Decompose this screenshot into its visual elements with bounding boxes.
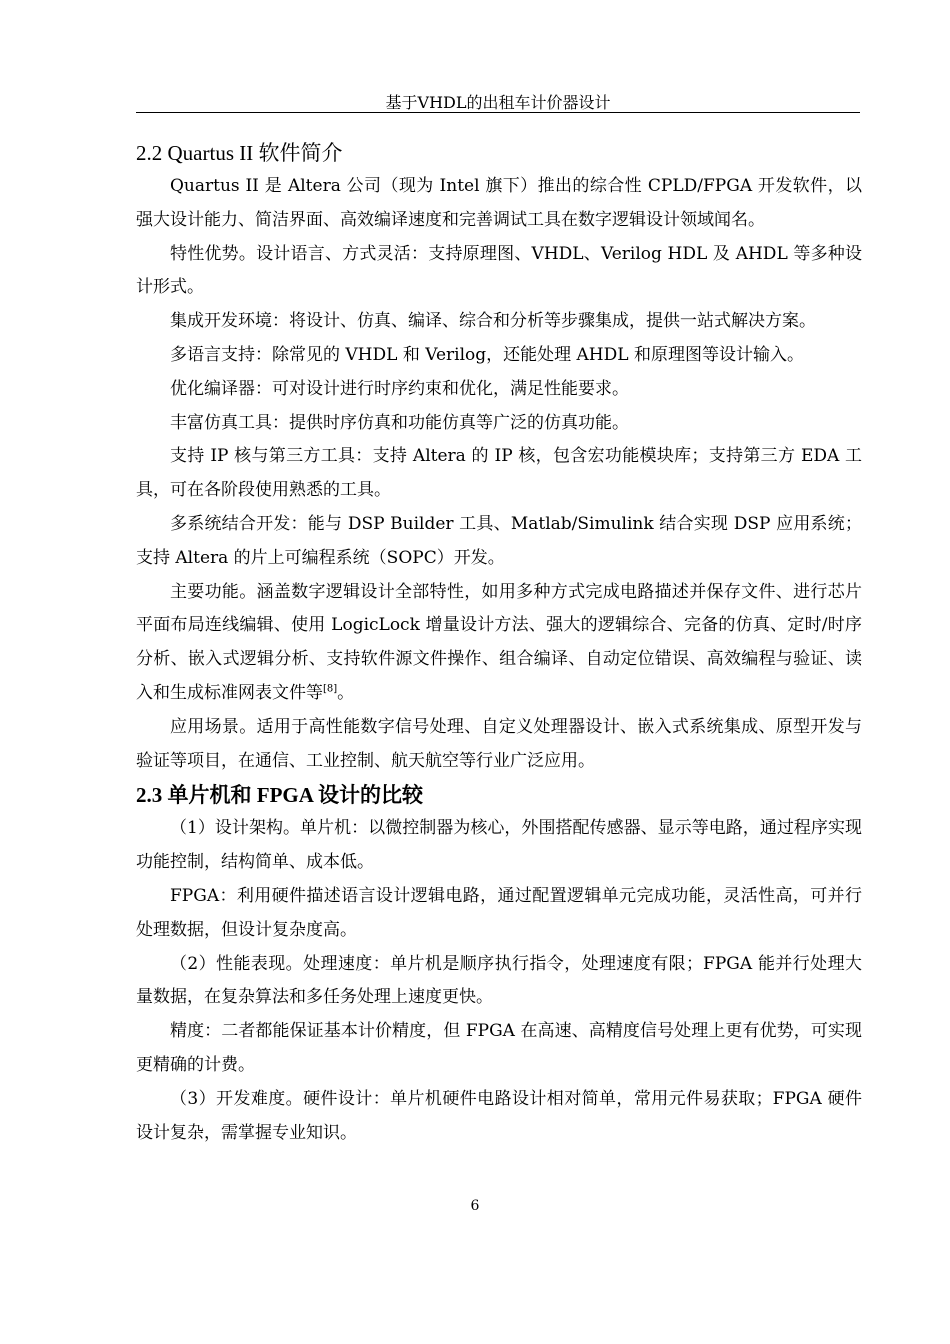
paragraph: （2）性能表现。处理速度：单片机是顺序执行指令，处理速度有限；FPGA 能并行处理大量数据，在复杂算法和多任务处理上速度更快。 <box>136 953 862 1008</box>
citation-mark: [8] <box>323 683 338 695</box>
page-body <box>136 136 862 1150</box>
paragraph: 集成开发环境：将设计、仿真、编译、综合和分析等步骤集成，提供一站式解决方案。 <box>170 311 816 332</box>
header-rule <box>136 112 860 113</box>
paragraph: 支持 IP 核与第三方工具：支持 Altera 的 IP 核，包含宏功能模块库；支持第三方 EDA 工具，可在各阶段使用熟悉的工具。 <box>136 446 862 501</box>
sentence-end: 。 <box>337 682 355 703</box>
running-header: 基于VHDL的出租车计价器设计 <box>385 93 611 112</box>
paragraph: 多系统结合开发：能与 DSP Builder 工具、Matlab/Simulink 结合实现 DSP 应用系统；支持 Altera 的片上可编程系统（SOPC）开发。 <box>136 513 862 568</box>
main-function-text: 主要功能。涵盖数字逻辑设计全部特性，如用多种方式完成电路描述并保存文件、进行芯片平面布局连线编辑、使用 LogicLock 增量设计方法、强大的逻辑综合、完备的仿真、定时/时序分析、嵌入式逻辑分析、支持软件源文件操作、组合编译、自动定位错误、高效编程与验证、读入和生成标准网表文件等 <box>136 581 862 703</box>
section-heading-2-2: 2.2 Quartus II 软件简介 <box>136 141 343 165</box>
paragraph: （3）开发难度。硬件设计：单片机硬件电路设计相对简单，常用元件易获取；FPGA 硬件设计复杂，需掌握专业知识。 <box>136 1088 862 1143</box>
paragraph: 丰富仿真工具：提供时序仿真和功能仿真等广泛的仿真功能。 <box>170 412 629 433</box>
paragraph-main-function <box>136 576 862 711</box>
paragraph: 多语言支持：除常见的 VHDL 和 Verilog，还能处理 AHDL 和原理图等设计输入。 <box>170 344 804 365</box>
paragraph: （1）设计架构。单片机：以微控制器为核心，外围搭配传感器、显示等电路，通过程序实现功能控制，结构简单、成本低。 <box>136 818 862 873</box>
page-number: 6 <box>470 1198 480 1214</box>
section-heading-2-3: 2.3 单片机和 FPGA 设计的比较 <box>136 783 423 808</box>
paragraph: 优化编译器：可对设计进行时序约束和优化，满足性能要求。 <box>170 378 629 399</box>
paragraph: 特性优势。设计语言、方式灵活：支持原理图、VHDL、Verilog HDL 及 AHDL 等多种设计形式。 <box>136 243 862 298</box>
paragraph: FPGA：利用硬件描述语言设计逻辑电路，通过配置逻辑单元完成功能，灵活性高，可并行处理数据，但设计复杂度高。 <box>136 885 862 940</box>
paragraph: 应用场景。适用于高性能数字信号处理、自定义处理器设计、嵌入式系统集成、原型开发与验证等项目，在通信、工业控制、航天航空等行业广泛应用。 <box>136 716 862 771</box>
paragraph: Quartus II 是 Altera 公司（现为 Intel 旗下）推出的综合性 CPLD/FPGA 开发软件，以强大设计能力、简洁界面、高效编译速度和完善调试工具在数字逻辑设计领域闻名。 <box>136 176 862 230</box>
paragraph: 精度：二者都能保证基本计价精度，但 FPGA 在高速、高精度信号处理上更有优势，可实现更精确的计费。 <box>136 1021 862 1075</box>
